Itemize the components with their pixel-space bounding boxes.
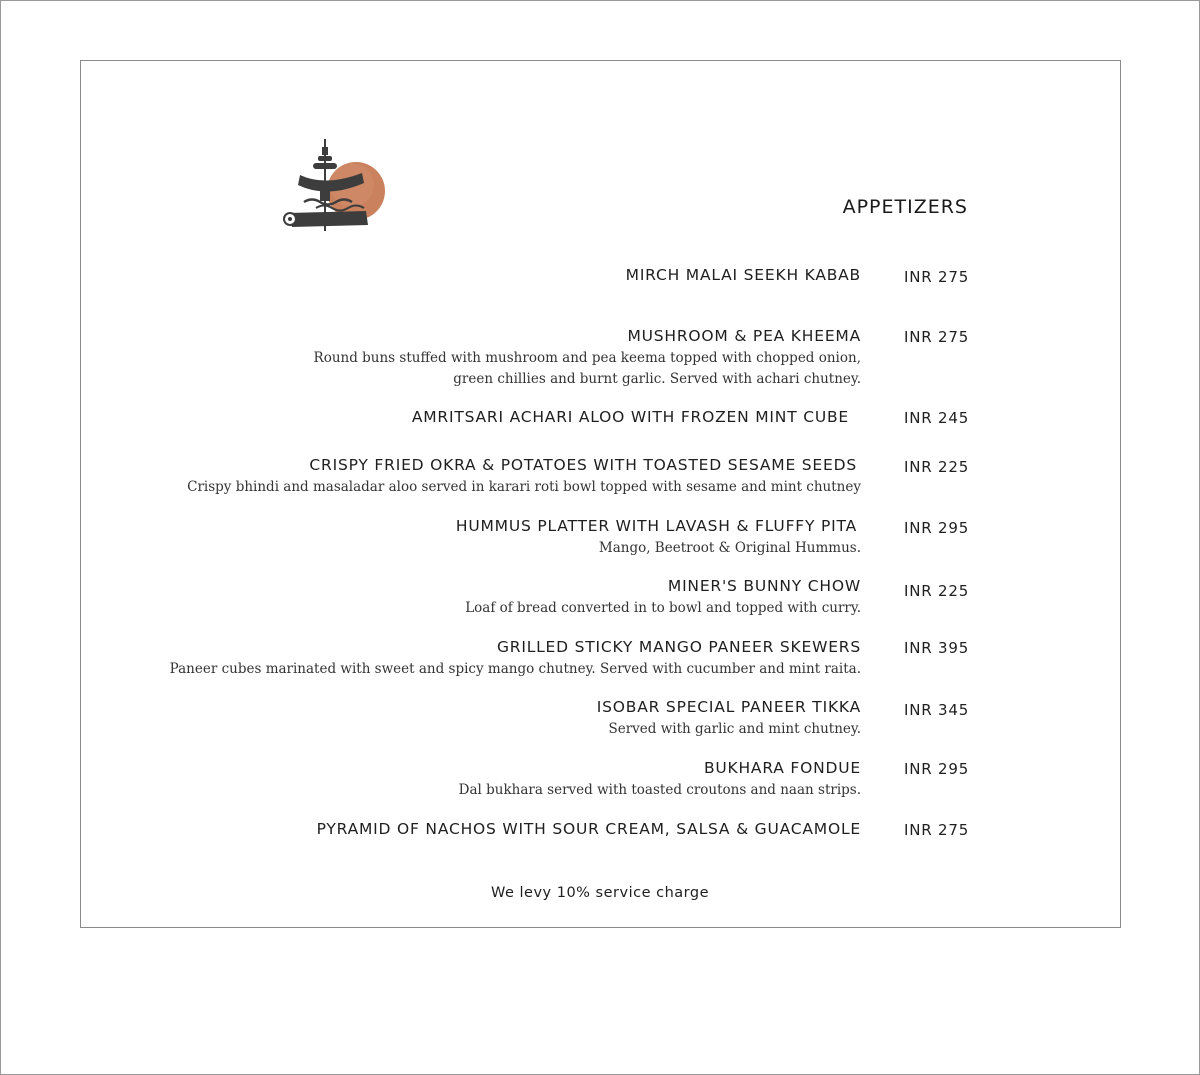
restaurant-logo-icon [282, 139, 388, 231]
menu-item-price: INR 275 [904, 268, 970, 286]
menu-item-price: INR 345 [904, 701, 970, 719]
menu-item-description: Paneer cubes marinated with sweet and spicy mango chutney. Served with cucumber and mint raita. [169, 661, 861, 677]
menu-item-name: AMRITSARI ACHARI ALOO WITH FROZEN MINT CUBE [411, 408, 849, 426]
section-title: APPETIZERS [842, 196, 968, 218]
menu-item-name: MUSHROOM & PEA KHEEMA [627, 327, 861, 345]
menu-item-description: Dal bukhara served with toasted croutons and naan strips. [458, 782, 861, 798]
service-charge-note: We levy 10% service charge [490, 885, 709, 901]
menu-item-price: INR 295 [904, 760, 970, 778]
menu-item-description: Served with garlic and mint chutney. [608, 721, 861, 737]
menu-item-name: MIRCH MALAI SEEKH KABAB [625, 266, 861, 284]
menu-item-name: CRISPY FRIED OKRA & POTATOES WITH TOASTED SESAME SEEDS [309, 456, 857, 474]
menu-item-price: INR 245 [904, 409, 970, 427]
menu-item-price: INR 275 [904, 328, 970, 346]
menu-item-price: INR 275 [904, 821, 970, 839]
menu-item-description: green chillies and burnt garlic. Served with achari chutney. [453, 371, 861, 387]
menu-item-description: Round buns stuffed with mushroom and pea keema topped with chopped onion, [313, 350, 861, 366]
menu-item-name: BUKHARA FONDUE [703, 759, 861, 777]
menu-item-price: INR 225 [904, 582, 970, 600]
menu-item-description: Loaf of bread converted in to bowl and topped with curry. [465, 600, 861, 616]
menu-item-description: Mango, Beetroot & Original Hummus. [598, 540, 861, 556]
menu-item-description: Crispy bhindi and masaladar aloo served in karari roti bowl topped with sesame and mint chutney [187, 479, 861, 495]
menu-item-name: GRILLED STICKY MANGO PANEER SKEWERS [496, 638, 861, 656]
menu-item-name: MINER'S BUNNY CHOW [667, 577, 861, 595]
menu-item-name: ISOBAR SPECIAL PANEER TIKKA [596, 698, 861, 716]
menu-item-name: PYRAMID OF NACHOS WITH SOUR CREAM, SALSA & GUACAMOLE [316, 820, 861, 838]
menu-item-price: INR 295 [904, 519, 970, 537]
menu-item-price: INR 225 [904, 458, 970, 476]
menu-item-name: HUMMUS PLATTER WITH LAVASH & FLUFFY PITA [455, 517, 857, 535]
menu-item-price: INR 395 [904, 639, 970, 657]
